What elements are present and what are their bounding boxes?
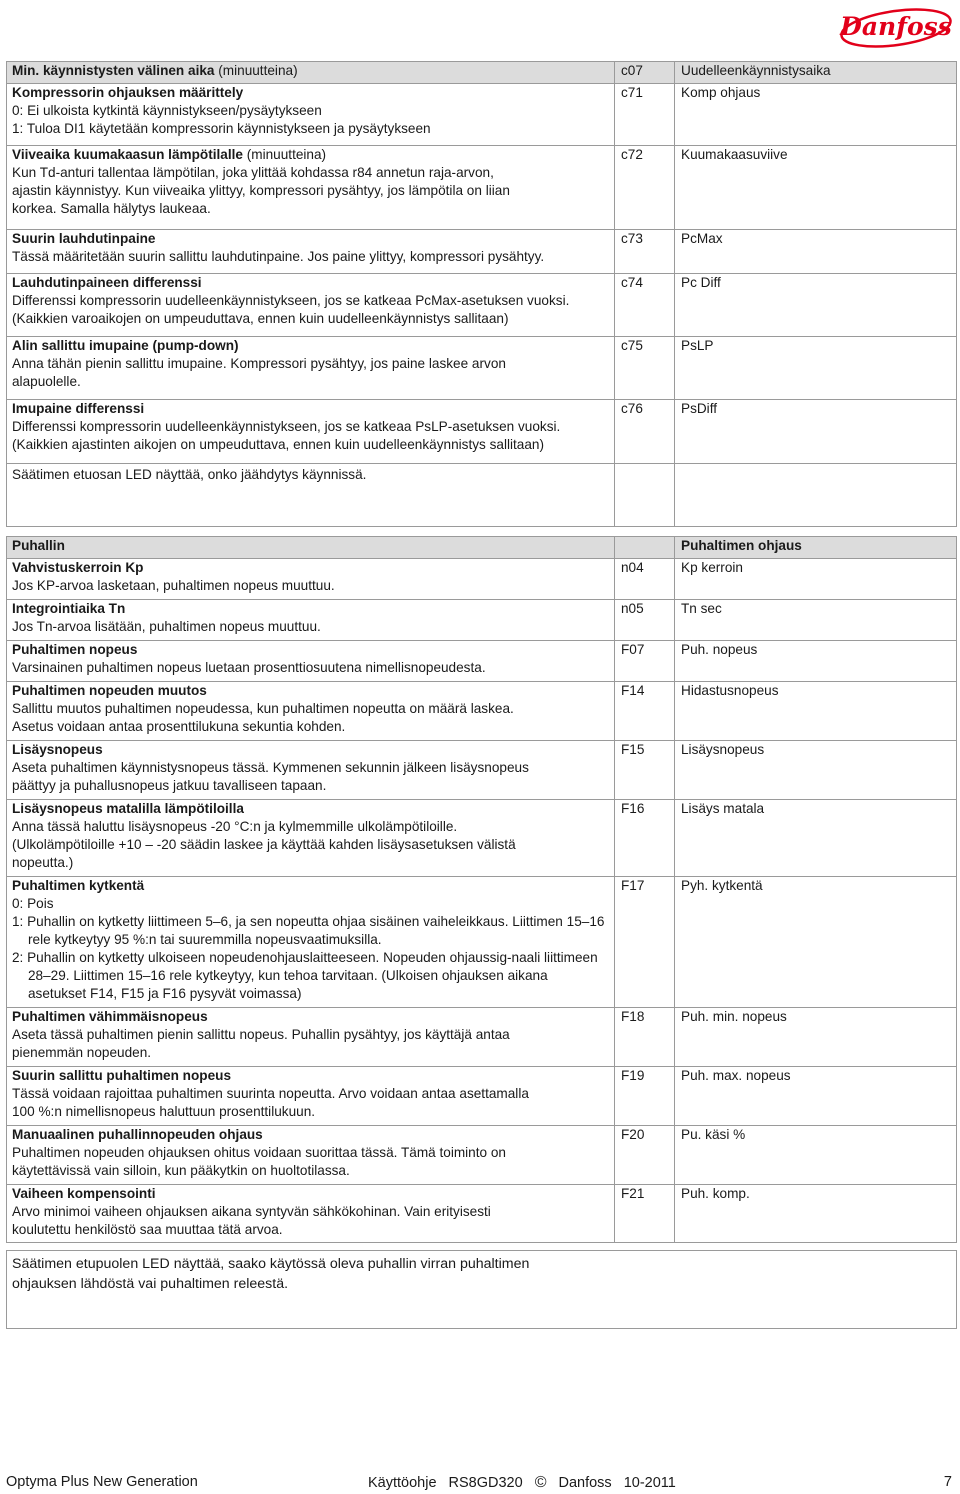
table-row bbox=[7, 146, 957, 230]
setting-code: F21 bbox=[615, 1185, 675, 1243]
setting-label: Komp ohjaus bbox=[675, 84, 957, 146]
company-name: Danfoss bbox=[558, 1475, 612, 1491]
copyright-symbol: © bbox=[534, 1474, 547, 1491]
setting-description: Puhaltimen nopeus Varsinainen puhaltimen nopeus luetaan prosenttiosuutena nimellisnopeudesta. bbox=[7, 641, 615, 682]
setting-description: Suurin sallittu puhaltimen nopeus Tässä voidaan rajoittaa puhaltimen suurinta nopeutta. Arvo voidaan antaa asettamalla 100 %:n nimellisnopeus haluttuun prosenttilukuun. bbox=[7, 1067, 615, 1126]
setting-description: Vaiheen kompensointi Arvo minimoi vaiheen ohjauksen aikana syntyvän sähkökohinan. Vain erityisesti koulutettu henkilöstö saa muuttaa tätä arvoa. bbox=[7, 1185, 615, 1243]
setting-description: Lisäysnopeus Aseta puhaltimen käynnistysnopeus tässä. Kymmenen sekunnin jälkeen lisäysnopeus päättyy ja puhallusnopeus jatkuu tavalliseen tapaan. bbox=[7, 741, 615, 800]
manual-type: Käyttöohje bbox=[368, 1475, 437, 1491]
fan-settings-table bbox=[6, 536, 957, 1243]
compressor-settings-table bbox=[6, 61, 957, 527]
setting-code: c07 bbox=[615, 62, 675, 84]
table-row bbox=[7, 400, 957, 464]
setting-description: Puhaltimen kytkentä 0: Pois 1: Puhallin on kytketty liittimeen 5–6, ja sen nopeutta ohjaa sisäinen vaiheleikkaus. Liittimen 15–16 rele kytkeytyy 95 %:n tai suuremmilla nopeusvaatimuksilla. 2: Puhallin on kytketty ulkoiseen nopeudenohjauslaitteeseen. Nopeuden ohjaussig-naali liittimeen 28–29. Liittimen 15–16 rele kytkeytyy, kun tehoa tarvitaan. (Ulkoisen ohjauksen aikana asetukset F14, F15 ja F16 pysyvät voimassa) bbox=[7, 877, 615, 1008]
table-row bbox=[7, 641, 957, 682]
setting-code: F14 bbox=[615, 682, 675, 741]
setting-code: n04 bbox=[615, 559, 675, 600]
setting-label: Tn sec bbox=[675, 600, 957, 641]
table-row bbox=[7, 464, 957, 527]
table-row bbox=[7, 800, 957, 877]
setting-code: n05 bbox=[615, 600, 675, 641]
setting-label: Uudelleenkäynnistysaika bbox=[675, 62, 957, 84]
setting-description: Lisäysnopeus matalilla lämpötiloilla Anna tässä haluttu lisäysnopeus -20 °C:n ja kylmemmille ulkolämpötiloille. (Ulkolämpötiloille +10 – -20 säädin laskee ja käyttää kahden lisäysasetuksen välistä nopeutta.) bbox=[7, 800, 615, 877]
setting-code: F17 bbox=[615, 877, 675, 1008]
section-label: Puhaltimen ohjaus bbox=[675, 537, 957, 559]
setting-code: c75 bbox=[615, 337, 675, 400]
setting-label: PcMax bbox=[675, 230, 957, 274]
setting-description: Manuaalinen puhallinnopeuden ohjaus Puhaltimen nopeuden ohjauksen ohitus voidaan suorittaa tässä. Tämä toiminto on käytettävissä vain silloin, kun pääkytkin on huoltotilassa. bbox=[7, 1126, 615, 1185]
setting-label: Lisäysnopeus bbox=[675, 741, 957, 800]
setting-description: Puhaltimen vähimmäisnopeus Aseta tässä puhaltimen pienin sallittu nopeus. Puhallin pysähtyy, jos käyttäjä antaa pienemmän nopeuden. bbox=[7, 1008, 615, 1067]
setting-label: Pu. käsi % bbox=[675, 1126, 957, 1185]
document-date: 10-2011 bbox=[623, 1475, 676, 1491]
page-number: 7 bbox=[943, 1474, 952, 1490]
setting-label: Puh. min. nopeus bbox=[675, 1008, 957, 1067]
setting-description: Lauhdutinpaineen differenssi Differenssi kompressorin uudelleenkäynnistykseen, jos se katkeaa PcMax-asetuksen vuoksi. (Kaikkien varoaikojen on umpeuduttava, ennen kuin uudelleenkäynnistys sallitaan) bbox=[7, 274, 615, 337]
setting-description: Puhaltimen nopeuden muutos Sallittu muutos puhaltimen nopeudessa, kun puhaltimen nopeutta on määrä laskea. Asetus voidaan antaa prosenttilukuna sekuntia kohden. bbox=[7, 682, 615, 741]
setting-description: Min. käynnistysten välinen aika (minuutteina) bbox=[7, 62, 615, 84]
setting-code: c73 bbox=[615, 230, 675, 274]
setting-code: c74 bbox=[615, 274, 675, 337]
setting-code: c72 bbox=[615, 146, 675, 230]
footer-document-info bbox=[368, 1474, 688, 1492]
table-row bbox=[7, 230, 957, 274]
table-row bbox=[7, 337, 957, 400]
table-row bbox=[7, 537, 957, 559]
table-row bbox=[7, 741, 957, 800]
table-row bbox=[7, 274, 957, 337]
table-row bbox=[7, 877, 957, 1008]
table-row bbox=[7, 62, 957, 84]
setting-label: Puh. komp. bbox=[675, 1185, 957, 1243]
table-row bbox=[7, 559, 957, 600]
setting-label: Pc Diff bbox=[675, 274, 957, 337]
setting-description: Integrointiaika Tn Jos Tn-arvoa lisätään, puhaltimen nopeus muuttuu. bbox=[7, 600, 615, 641]
setting-label: Lisäys matala bbox=[675, 800, 957, 877]
setting-label: Kuumakaasuviive bbox=[675, 146, 957, 230]
table-row bbox=[7, 1185, 957, 1243]
setting-label: PsLP bbox=[675, 337, 957, 400]
setting-code: F20 bbox=[615, 1126, 675, 1185]
fan-led-note-table bbox=[6, 1250, 957, 1329]
setting-code: c76 bbox=[615, 400, 675, 464]
setting-label: Hidastusnopeus bbox=[675, 682, 957, 741]
product-name: Optyma Plus New Generation bbox=[6, 1474, 198, 1490]
table-row bbox=[7, 1008, 957, 1067]
setting-code: F15 bbox=[615, 741, 675, 800]
table-row bbox=[7, 600, 957, 641]
setting-label: PsDiff bbox=[675, 400, 957, 464]
setting-code: c71 bbox=[615, 84, 675, 146]
setting-label: Puh. max. nopeus bbox=[675, 1067, 957, 1126]
setting-code: F16 bbox=[615, 800, 675, 877]
setting-description: Kompressorin ohjauksen määrittely 0: Ei ulkoista kytkintä käynnistykseen/pysäytykseen 1: Tuloa DI1 käytetään kompressorin käynnistykseen ja pysäytykseen bbox=[7, 84, 615, 146]
svg-text:Danfoss: Danfoss bbox=[840, 12, 952, 41]
table-row bbox=[7, 1126, 957, 1185]
table-row bbox=[7, 1251, 957, 1329]
danfoss-logo bbox=[838, 4, 954, 48]
setting-label: Pyh. kytkentä bbox=[675, 877, 957, 1008]
setting-description: Suurin lauhdutinpaine Tässä määritetään suurin sallittu lauhdutinpaine. Jos paine ylittyy, kompressori pysähtyy. bbox=[7, 230, 615, 274]
setting-description: Imupaine differenssi Differenssi kompressorin uudelleenkäynnistykseen, jos se katkeaa PsLP-asetuksen vuoksi. (Kaikkien ajastinten aikojen on umpeuduttava, ennen kuin uudelleenkäynnistys sallitaan) bbox=[7, 400, 615, 464]
table-row bbox=[7, 682, 957, 741]
led-note: Säätimen etuosan LED näyttää, onko jäähdytys käynnissä. bbox=[7, 464, 615, 527]
setting-label: Kp kerroin bbox=[675, 559, 957, 600]
setting-description: Alin sallittu imupaine (pump-down) Anna tähän pienin sallittu imupaine. Kompressori pysähtyy, jos paine laskee arvon alapuolelle. bbox=[7, 337, 615, 400]
table-row bbox=[7, 84, 957, 146]
setting-code: F07 bbox=[615, 641, 675, 682]
fan-led-note: Säätimen etupuolen LED näyttää, saako käytössä oleva puhallin virran puhaltimen ohjauksen lähdöstä vai puhaltimen releestä. bbox=[7, 1251, 957, 1329]
setting-code: F19 bbox=[615, 1067, 675, 1126]
page-footer bbox=[6, 1474, 954, 1494]
setting-label: Puh. nopeus bbox=[675, 641, 957, 682]
table-row bbox=[7, 1067, 957, 1126]
setting-description: Vahvistuskerroin Kp Jos KP-arvoa lasketaan, puhaltimen nopeus muuttuu. bbox=[7, 559, 615, 600]
setting-description: Viiveaika kuumakaasun lämpötilalle (minuutteina) Kun Td-anturi tallentaa lämpötilan, joka ylittää kohdassa r84 annetun raja-arvon, ajastin käynnistyy. Kun viiveaika ylittyy, kompressori pysähtyy, jos lämpötila on liian korkea. Samalla hälytys laukeaa. bbox=[7, 146, 615, 230]
document-number: RS8GD320 bbox=[448, 1475, 523, 1491]
setting-code: F18 bbox=[615, 1008, 675, 1067]
section-title: Puhallin bbox=[7, 537, 615, 559]
